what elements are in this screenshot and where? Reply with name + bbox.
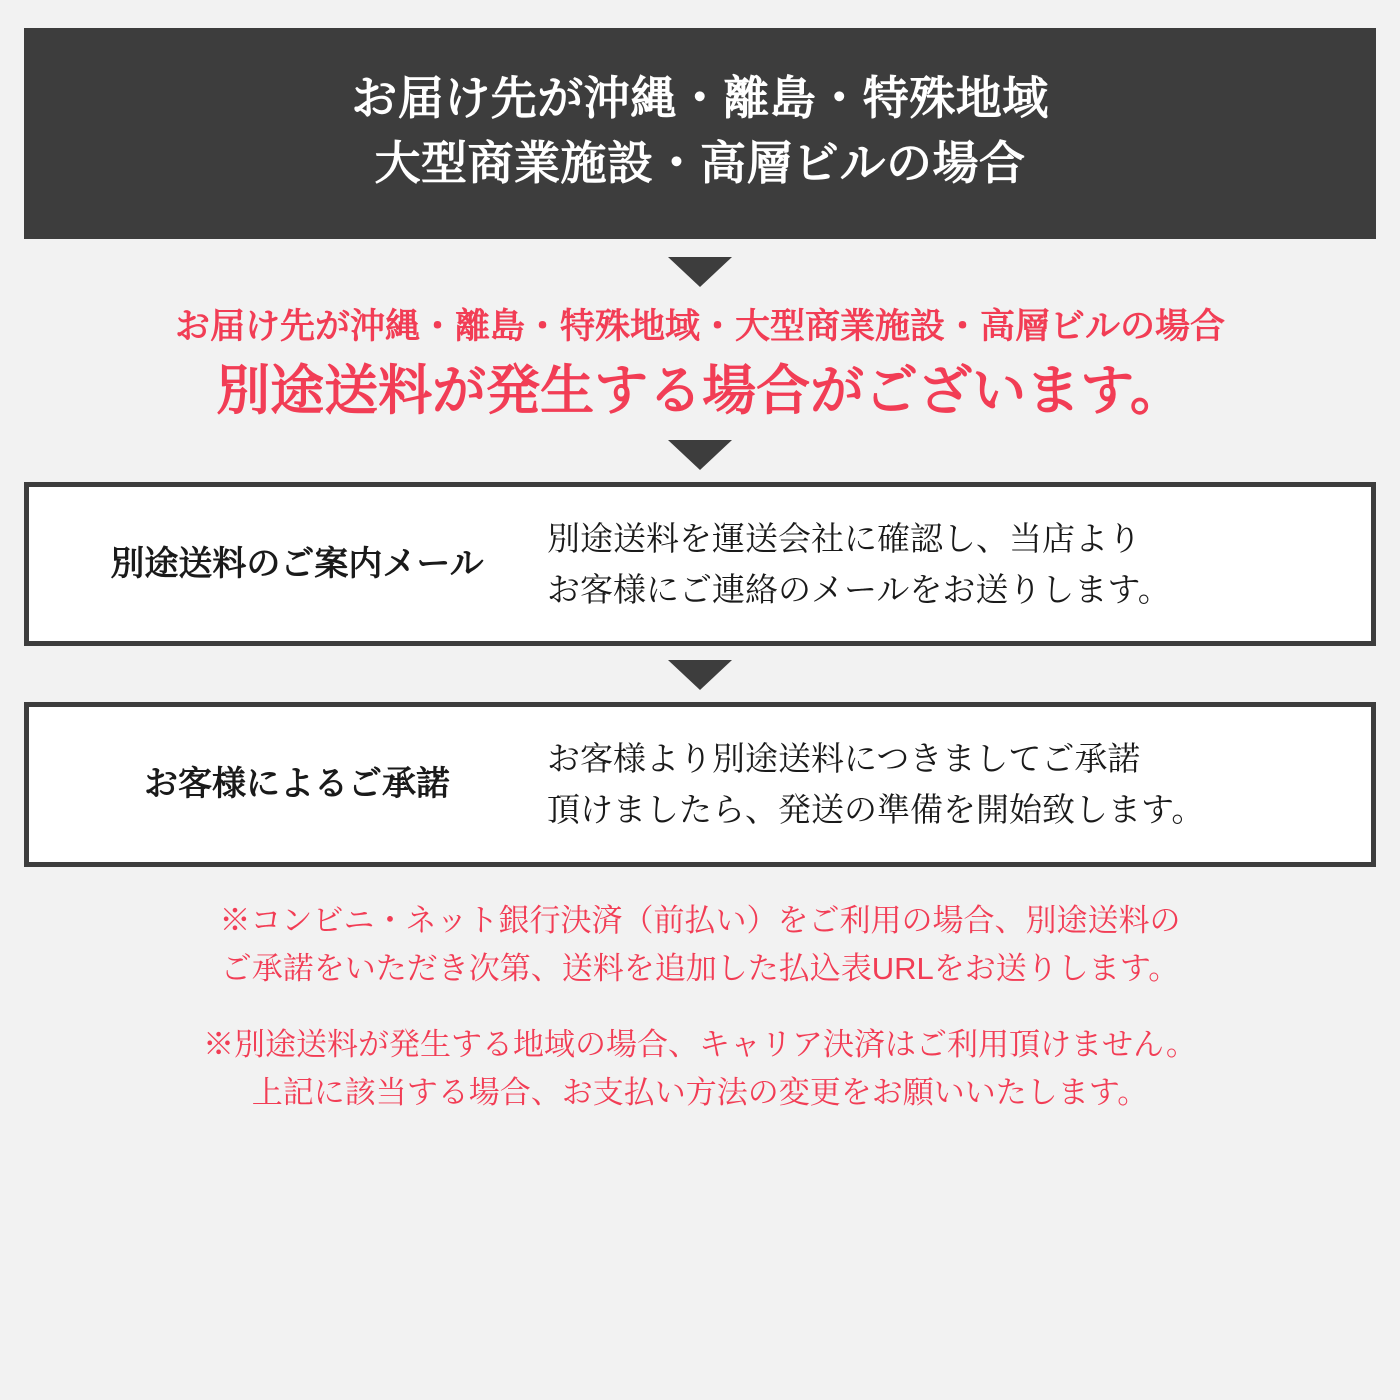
note-line-2: ご承諾をいただき次第、送料を追加した払込表URLをお送りします。 <box>220 950 1180 986</box>
step-description-customer-consent <box>547 733 1353 835</box>
note-carrier-payment <box>24 1021 1376 1117</box>
header-banner <box>24 28 1376 239</box>
footer-notes <box>24 897 1376 1117</box>
step-label-customer-consent: お客様によるご承諾 <box>144 765 450 804</box>
step-description-email-notice <box>547 513 1353 615</box>
note-prepayment <box>24 897 1376 993</box>
arrow-down-icon-1 <box>668 257 732 287</box>
emphasis-line-2: 別途送料が発生する場合がございます。 <box>216 360 1184 421</box>
step-description-line-2: 頂けましたら、発送の準備を開始致します。 <box>547 791 1205 829</box>
step-description-line-1: 別途送料を運送会社に確認し、当店より <box>547 520 1141 558</box>
step-row-customer-consent <box>24 702 1376 866</box>
note-line-1: ※別途送料が発生する地域の場合、キャリア決済はご利用頂けません。 <box>203 1026 1197 1062</box>
note-line-1: ※コンビニ・ネット銀行決済（前払い）をご利用の場合、別途送料の <box>219 902 1181 938</box>
emphasis-line-1: お届け先が沖縄・離島・特殊地域・大型商業施設・高層ビルの場合 <box>174 306 1225 346</box>
note-line-2: 上記に該当する場合、お支払い方法の変更をお願いいたします。 <box>251 1074 1149 1110</box>
arrow-down-icon-3 <box>668 660 732 690</box>
step-description-line-1: お客様より別途送料につきましてご承諾 <box>547 740 1141 778</box>
emphasis-block <box>24 303 1376 426</box>
step-label-email-notice: 別途送料のご案内メール <box>110 545 484 584</box>
header-title-line-2: 大型商業施設・高層ビルの場合 <box>374 137 1026 190</box>
step-description-line-2: お客様にご連絡のメールをお送りします。 <box>547 571 1171 609</box>
header-title-line-1: お届け先が沖縄・離島・特殊地域 <box>351 72 1049 124</box>
step-row-email-notice <box>24 482 1376 646</box>
arrow-down-icon-2 <box>668 440 732 470</box>
